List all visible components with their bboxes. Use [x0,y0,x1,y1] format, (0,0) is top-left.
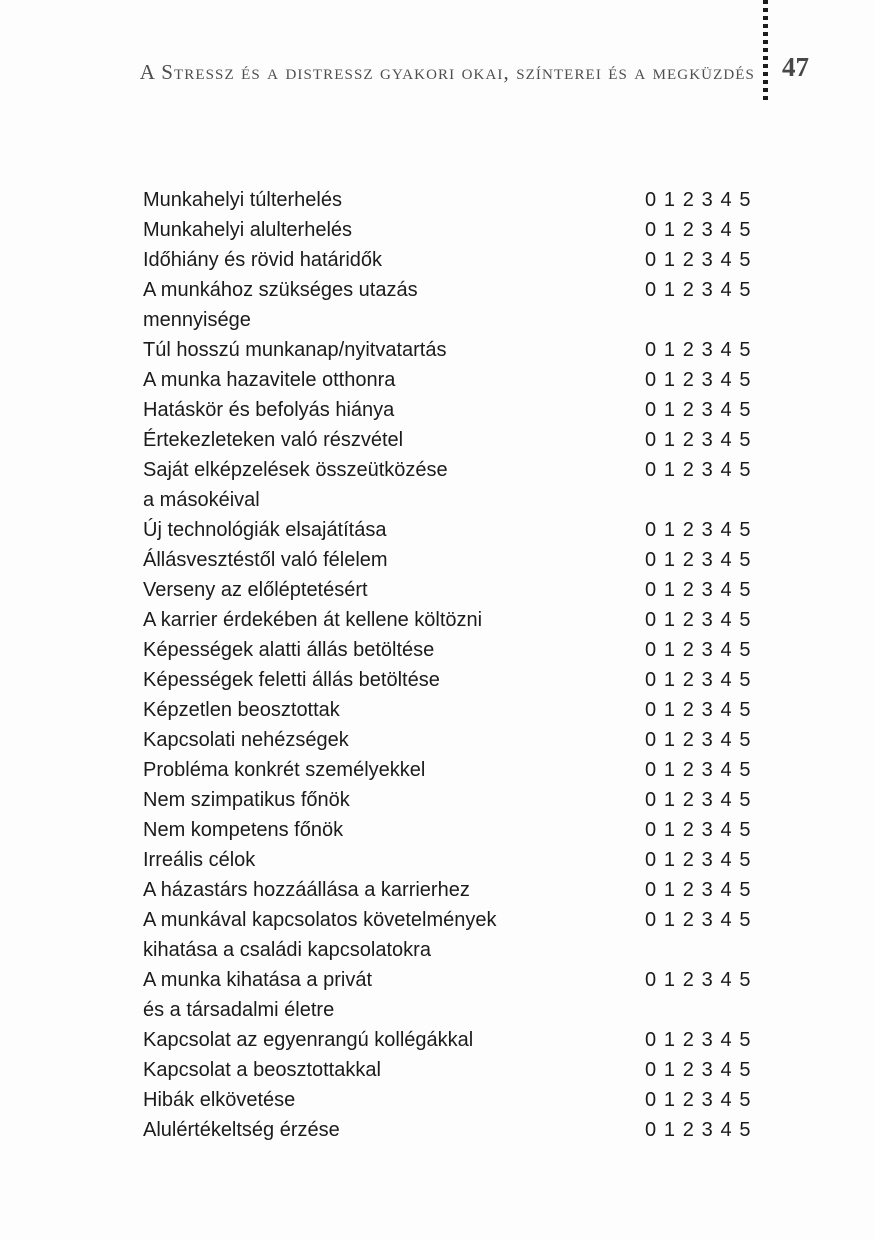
stressor-label [143,1085,645,1115]
stressor-row [143,845,768,875]
stressor-label-line: Kapcsolat a beosztottakkal [143,1059,381,1081]
stressor-label-line: Képzetlen beosztottak [143,699,340,721]
stressor-label [143,365,645,395]
rating-scale: 0 1 2 3 4 5 [645,369,752,391]
stressor-label [143,545,645,575]
rating-scale: 0 1 2 3 4 5 [645,819,752,841]
stressor-label-line: Időhiány és rövid határidők [143,249,383,271]
stressor-row [143,875,768,905]
stressor-row [143,575,768,605]
rating-scale: 0 1 2 3 4 5 [645,789,752,811]
stressor-label-line: A munka kihatása a privát [143,969,373,991]
stressor-row [143,905,768,965]
stressor-row [143,365,768,395]
stressor-label-line: Új technológiák elsajátítása [143,519,387,541]
stressor-label [143,515,645,545]
rating-scale: 0 1 2 3 4 5 [645,729,752,751]
stressor-label-line: Kapcsolati nehézségek [143,729,349,751]
rating-scale: 0 1 2 3 4 5 [645,189,752,211]
rating-scale: 0 1 2 3 4 5 [645,249,752,271]
stressor-label [143,1055,645,1085]
stressor-label-line: Képességek feletti állás betöltése [143,669,440,691]
running-header-title: A Stressz és a distressz gyakori okai, színterei és a megküzdés [139,60,755,84]
stressor-row [143,1085,768,1115]
rating-scale: 0 1 2 3 4 5 [645,669,752,691]
stressor-row [143,515,768,545]
stressor-label [143,215,645,245]
rating-scale: 0 1 2 3 4 5 [645,339,752,361]
rating-scale: 0 1 2 3 4 5 [645,849,752,871]
stressor-label [143,725,645,755]
stressor-label-line: kihatása a családi kapcsolatokra [143,939,431,961]
stressor-label [143,755,645,785]
stressor-label-line: Hatáskör és befolyás hiánya [143,399,395,421]
stressor-label-line: Állásvesztéstől való félelem [143,549,388,571]
stressor-label [143,185,645,215]
stressor-row [143,695,768,725]
stressor-label-line: Nem szimpatikus főnök [143,789,350,811]
stressor-row [143,665,768,695]
stressor-row [143,755,768,785]
stressor-label [143,1115,645,1145]
rating-scale: 0 1 2 3 4 5 [645,519,752,541]
stressor-row [143,275,768,335]
stressor-label-line: Képességek alatti állás betöltése [143,639,435,661]
stressor-label [143,575,645,605]
stressor-row [143,1025,768,1055]
stressor-row [143,245,768,275]
stressor-label [143,695,645,725]
rating-scale: 0 1 2 3 4 5 [645,699,752,721]
stressor-label-line: Verseny az előléptetésért [143,579,368,601]
stressor-row [143,1055,768,1085]
stressor-label-line: Saját elképzelések összeütközése [143,459,448,481]
stressor-label-line: A munkához szükséges utazás [143,279,418,301]
stressor-label [143,875,645,905]
stressor-label [143,425,645,455]
stressor-label-line: Alulértékeltség érzése [143,1119,340,1141]
stressor-row [143,425,768,455]
rating-scale: 0 1 2 3 4 5 [645,879,752,901]
stressor-row [143,215,768,245]
stressor-label-line: Probléma konkrét személyekkel [143,759,426,781]
stressor-row [143,545,768,575]
rating-scale: 0 1 2 3 4 5 [645,399,752,421]
stressor-row [143,455,768,515]
stressor-row [143,335,768,365]
stressor-row [143,1115,768,1145]
stressor-label [143,245,645,275]
stressor-label [143,635,645,665]
stressor-label [143,1025,645,1055]
stressor-label-line: A házastárs hozzáállása a karrierhez [143,879,470,901]
rating-scale: 0 1 2 3 4 5 [645,579,752,601]
stressor-label-line: A munkával kapcsolatos követelmények [143,909,497,931]
rating-scale: 0 1 2 3 4 5 [645,429,752,451]
rating-scale: 0 1 2 3 4 5 [645,909,752,931]
rating-scale: 0 1 2 3 4 5 [645,549,752,571]
stressor-row [143,185,768,215]
rating-scale: 0 1 2 3 4 5 [645,639,752,661]
stressor-label [143,395,645,425]
stressor-label-line: A karrier érdekében át kellene költözni [143,609,483,631]
stressor-label [143,665,645,695]
stressor-label [143,785,645,815]
page-number: 47 [782,52,809,82]
stressor-label-line: és a társadalmi életre [143,999,335,1021]
stressor-label-line: Értekezleteken való részvétel [143,429,404,451]
stressor-row [143,965,768,1025]
stressor-row [143,635,768,665]
stressor-row [143,815,768,845]
rating-scale: 0 1 2 3 4 5 [645,1059,752,1081]
rating-scale: 0 1 2 3 4 5 [645,219,752,241]
rating-scale: 0 1 2 3 4 5 [645,1029,752,1051]
rating-scale: 0 1 2 3 4 5 [645,279,752,301]
stressor-label-line: a másokéival [143,489,260,511]
stressor-label-line: Hibák elkövetése [143,1089,296,1111]
stressor-label-line: Irreális célok [143,849,256,871]
rating-scale: 0 1 2 3 4 5 [645,459,752,481]
stressor-label [143,335,645,365]
stressor-label-line: Nem kompetens főnök [143,819,344,841]
stressor-label [143,815,645,845]
stressor-label [143,965,645,1025]
header-dotted-divider [763,0,768,100]
rating-scale: 0 1 2 3 4 5 [645,1119,752,1141]
stressor-list [143,185,768,1145]
stressor-label-line: mennyisége [143,309,251,331]
stressor-label [143,455,645,515]
stressor-label-line: Munkahelyi túlterhelés [143,189,342,211]
stressor-label-line: Munkahelyi alulterhelés [143,219,353,241]
stressor-label-line: Túl hosszú munkanap/nyitvatartás [143,339,447,361]
rating-scale: 0 1 2 3 4 5 [645,609,752,631]
stressor-label [143,905,645,965]
rating-scale: 0 1 2 3 4 5 [645,969,752,991]
stressor-row [143,395,768,425]
stressor-label [143,605,645,635]
rating-scale: 0 1 2 3 4 5 [645,759,752,781]
stressor-label-line: Kapcsolat az egyenrangú kollégákkal [143,1029,474,1051]
stressor-row [143,605,768,635]
stressor-label [143,845,645,875]
stressor-row [143,785,768,815]
stressor-label-line: A munka hazavitele otthonra [143,369,396,391]
rating-scale: 0 1 2 3 4 5 [645,1089,752,1111]
stressor-label [143,275,645,335]
stressor-row [143,725,768,755]
